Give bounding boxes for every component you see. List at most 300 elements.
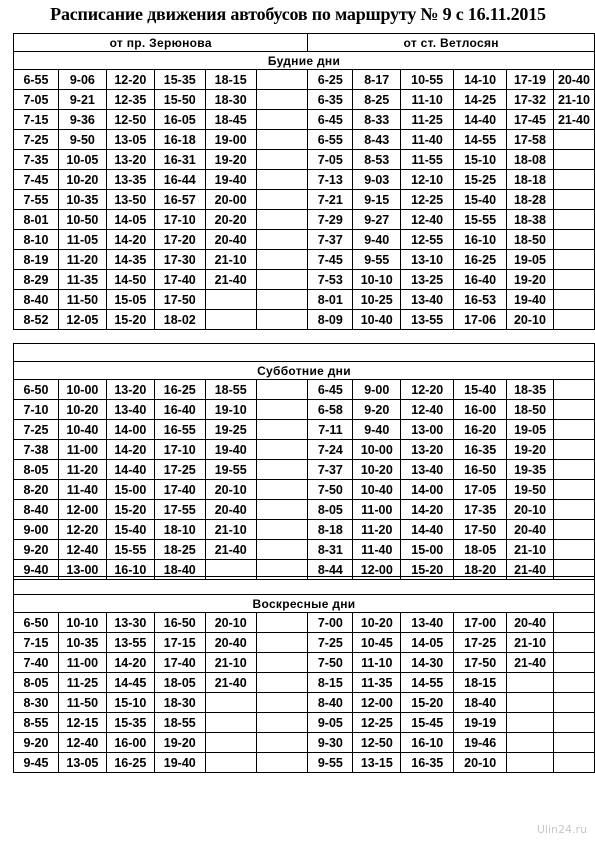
departure-time-left <box>205 753 256 773</box>
departure-time-left: 10-10 <box>58 613 106 633</box>
departure-time-left: 7-38 <box>14 440 59 460</box>
departure-time-right: 7-50 <box>308 653 353 673</box>
departure-time-right: 10-20 <box>353 613 401 633</box>
table-row <box>14 170 595 190</box>
departure-time-left: 13-00 <box>58 560 106 580</box>
departure-time-right: 16-00 <box>454 400 507 420</box>
section-label: Будние дни <box>14 52 595 70</box>
departure-time-right: 21-10 <box>507 633 554 653</box>
departure-time-right: 9-03 <box>353 170 401 190</box>
table-row <box>14 440 595 460</box>
page-title: Расписание движения автобусов по маршруту № 9 с 16.11.2015 <box>50 4 546 24</box>
section-spacer-cell <box>14 344 595 362</box>
departure-time-left: 18-05 <box>154 673 205 693</box>
departure-time-right: 11-10 <box>401 90 454 110</box>
departure-time-left: 14-45 <box>106 673 154 693</box>
departure-time-left: 17-40 <box>154 480 205 500</box>
departure-time-left: 17-30 <box>154 250 205 270</box>
departure-time-left: 19-10 <box>205 400 256 420</box>
departure-time-right: 14-40 <box>454 110 507 130</box>
departure-time-left: 15-20 <box>106 310 154 330</box>
departure-time-right: 13-15 <box>353 753 401 773</box>
departure-time-right: 14-40 <box>401 520 454 540</box>
departure-time-right <box>554 753 595 773</box>
departure-time-right: 15-10 <box>454 150 507 170</box>
departure-time-left: 7-25 <box>14 420 59 440</box>
table-row <box>14 673 595 693</box>
departure-time-left: 14-20 <box>106 653 154 673</box>
departure-time-right: 10-40 <box>353 480 401 500</box>
departure-time-right <box>553 250 594 270</box>
departure-time-right: 19-20 <box>507 440 554 460</box>
departure-time-right: 10-40 <box>353 310 401 330</box>
departure-time-left: 16-57 <box>154 190 205 210</box>
departure-time-right: 6-25 <box>308 70 353 90</box>
departure-time-left: 18-02 <box>154 310 205 330</box>
departure-time-left: 16-55 <box>154 420 205 440</box>
departure-time-left: 14-40 <box>106 460 154 480</box>
departure-time-left: 10-35 <box>58 633 106 653</box>
direction-gap-cell <box>256 400 308 420</box>
departure-time-left: 7-10 <box>14 400 59 420</box>
departure-time-left: 10-35 <box>58 190 106 210</box>
departure-time-right: 8-05 <box>308 500 353 520</box>
departure-time-left: 6-50 <box>14 380 59 400</box>
departure-time-right: 16-50 <box>454 460 507 480</box>
departure-time-right <box>554 733 595 753</box>
departure-time-right <box>554 540 595 560</box>
departure-time-right: 20-10 <box>507 310 554 330</box>
departure-time-left: 17-50 <box>154 290 205 310</box>
departure-time-right: 12-10 <box>401 170 454 190</box>
departure-time-left: 14-00 <box>106 420 154 440</box>
table-row <box>14 230 595 250</box>
departure-time-left: 8-40 <box>14 290 59 310</box>
departure-time-left: 13-35 <box>106 170 154 190</box>
departure-time-right: 12-40 <box>401 210 454 230</box>
departure-time-left: 12-50 <box>106 110 154 130</box>
departure-time-right: 7-05 <box>308 150 353 170</box>
direction-gap-cell <box>256 290 308 310</box>
table-row <box>14 130 595 150</box>
direction-gap-cell <box>256 613 308 633</box>
departure-time-right <box>553 170 594 190</box>
departure-time-left: 12-35 <box>106 90 154 110</box>
departure-time-left: 16-25 <box>154 380 205 400</box>
departure-time-right: 19-50 <box>507 480 554 500</box>
direction-gap-cell <box>256 420 308 440</box>
departure-time-right: 9-55 <box>308 753 353 773</box>
departure-time-right: 12-55 <box>401 230 454 250</box>
direction-label-right: от ст. Ветлосян <box>308 34 595 52</box>
departure-time-right: 9-55 <box>353 250 401 270</box>
departure-time-right <box>507 753 554 773</box>
departure-time-right: 16-40 <box>454 270 507 290</box>
departure-time-right: 11-00 <box>353 500 401 520</box>
departure-time-right <box>554 400 595 420</box>
departure-time-left: 16-10 <box>106 560 154 580</box>
departure-time-right: 8-15 <box>308 673 353 693</box>
departure-time-right: 9-40 <box>353 230 401 250</box>
departure-time-right: 15-00 <box>401 540 454 560</box>
departure-time-left: 7-25 <box>14 130 59 150</box>
departure-time-left: 17-40 <box>154 270 205 290</box>
departure-time-right <box>507 673 554 693</box>
departure-time-right: 9-20 <box>353 400 401 420</box>
departure-time-right: 12-40 <box>401 400 454 420</box>
departure-time-right: 10-20 <box>353 460 401 480</box>
departure-time-left: 9-06 <box>58 70 106 90</box>
departure-time-left: 19-40 <box>205 170 256 190</box>
departure-time-right <box>554 713 595 733</box>
departure-time-right: 12-00 <box>353 693 401 713</box>
departure-time-right: 7-25 <box>308 633 353 653</box>
departure-time-left: 16-40 <box>154 400 205 420</box>
departure-time-left: 9-20 <box>14 733 59 753</box>
departure-time-right: 9-27 <box>353 210 401 230</box>
direction-gap-cell <box>256 693 308 713</box>
departure-time-left: 8-19 <box>14 250 59 270</box>
departure-time-right: 8-31 <box>308 540 353 560</box>
departure-time-right: 6-55 <box>308 130 353 150</box>
departure-time-left: 20-40 <box>205 500 256 520</box>
departure-time-left: 18-45 <box>205 110 256 130</box>
departure-time-left: 17-25 <box>154 460 205 480</box>
departure-time-right: 16-10 <box>401 733 454 753</box>
direction-label-left: от пр. Зерюнова <box>14 34 308 52</box>
departure-time-left: 7-15 <box>14 633 59 653</box>
departure-time-left: 8-55 <box>14 713 59 733</box>
departure-time-right: 18-08 <box>507 150 554 170</box>
table-row <box>14 90 595 110</box>
departure-time-right: 17-45 <box>507 110 554 130</box>
departure-time-left: 13-05 <box>58 753 106 773</box>
departure-time-right: 8-01 <box>308 290 353 310</box>
departure-time-left: 12-20 <box>58 520 106 540</box>
departure-time-left: 13-30 <box>106 613 154 633</box>
departure-time-right <box>507 713 554 733</box>
departure-time-right: 15-55 <box>454 210 507 230</box>
departure-time-right <box>553 190 594 210</box>
table-row <box>14 380 595 400</box>
departure-time-left <box>205 310 256 330</box>
departure-time-right <box>553 210 594 230</box>
table-row <box>14 500 595 520</box>
table-row <box>14 270 595 290</box>
departure-time-left: 21-40 <box>205 673 256 693</box>
departure-time-left: 21-40 <box>205 540 256 560</box>
departure-time-right <box>507 693 554 713</box>
departure-time-left: 15-20 <box>106 500 154 520</box>
departure-time-right: 12-25 <box>353 713 401 733</box>
departure-time-right: 13-40 <box>401 460 454 480</box>
departure-time-left: 10-05 <box>58 150 106 170</box>
departure-time-right: 19-05 <box>507 420 554 440</box>
departure-time-left: 13-50 <box>106 190 154 210</box>
departure-time-right: 11-25 <box>401 110 454 130</box>
departure-time-left: 9-00 <box>14 520 59 540</box>
section-spacer-row <box>14 344 595 362</box>
departure-time-right <box>554 460 595 480</box>
departure-time-right <box>554 480 595 500</box>
departure-time-right <box>554 673 595 693</box>
departure-time-right: 16-25 <box>454 250 507 270</box>
departure-time-left: 8-30 <box>14 693 59 713</box>
departure-time-right: 15-20 <box>401 693 454 713</box>
departure-time-left: 21-10 <box>205 250 256 270</box>
departure-time-right: 18-35 <box>507 380 554 400</box>
departure-time-left: 11-25 <box>58 673 106 693</box>
departure-time-right: 21-40 <box>507 560 554 580</box>
departure-time-right: 10-10 <box>353 270 401 290</box>
direction-gap-cell <box>256 633 308 653</box>
departure-time-right: 12-25 <box>401 190 454 210</box>
departure-time-left: 6-50 <box>14 613 59 633</box>
departure-time-right: 18-40 <box>454 693 507 713</box>
departure-time-right: 14-20 <box>401 500 454 520</box>
direction-gap-cell <box>256 70 308 90</box>
departure-time-right: 18-18 <box>507 170 554 190</box>
departure-time-right: 11-40 <box>353 540 401 560</box>
departure-time-left: 8-05 <box>14 673 59 693</box>
table-row <box>14 520 595 540</box>
departure-time-left: 15-55 <box>106 540 154 560</box>
departure-time-right: 14-10 <box>454 70 507 90</box>
departure-time-right: 17-50 <box>454 653 507 673</box>
direction-gap-cell <box>256 270 308 290</box>
departure-time-left: 8-20 <box>14 480 59 500</box>
departure-time-left: 21-40 <box>205 270 256 290</box>
departure-time-left: 13-05 <box>106 130 154 150</box>
departure-time-right: 16-20 <box>454 420 507 440</box>
departure-time-right: 8-25 <box>353 90 401 110</box>
departure-time-left: 15-35 <box>106 713 154 733</box>
departure-time-right: 17-05 <box>454 480 507 500</box>
departure-time-right: 7-37 <box>308 230 353 250</box>
departure-time-right: 20-10 <box>507 500 554 520</box>
departure-time-right: 17-58 <box>507 130 554 150</box>
departure-time-right: 15-45 <box>401 713 454 733</box>
departure-time-left: 16-05 <box>154 110 205 130</box>
departure-time-left: 16-44 <box>154 170 205 190</box>
departure-time-right: 10-55 <box>401 70 454 90</box>
departure-time-right: 8-09 <box>308 310 353 330</box>
table-row <box>14 150 595 170</box>
departure-time-right: 20-40 <box>507 520 554 540</box>
direction-gap-cell <box>256 500 308 520</box>
departure-time-right: 19-05 <box>507 250 554 270</box>
departure-time-right: 10-00 <box>353 440 401 460</box>
section-spacer-row <box>14 577 595 595</box>
departure-time-right: 19-46 <box>454 733 507 753</box>
departure-time-right: 21-40 <box>553 110 594 130</box>
departure-time-right: 16-35 <box>401 753 454 773</box>
departure-time-right: 16-53 <box>454 290 507 310</box>
table-row <box>14 733 595 753</box>
departure-time-right: 10-45 <box>353 633 401 653</box>
departure-time-right: 6-45 <box>308 110 353 130</box>
departure-time-right <box>554 693 595 713</box>
departure-time-left: 10-40 <box>58 420 106 440</box>
departure-time-right: 15-40 <box>454 190 507 210</box>
table-row <box>14 633 595 653</box>
departure-time-right: 14-30 <box>401 653 454 673</box>
departure-time-left: 15-40 <box>106 520 154 540</box>
departure-time-left <box>205 290 256 310</box>
section-header-row <box>14 595 595 613</box>
departure-time-right <box>554 500 595 520</box>
departure-time-right: 18-15 <box>454 673 507 693</box>
departure-time-left: 9-20 <box>14 540 59 560</box>
departure-time-right: 7-21 <box>308 190 353 210</box>
departure-time-left: 18-25 <box>154 540 205 560</box>
table-row <box>14 400 595 420</box>
departure-time-left: 14-20 <box>106 230 154 250</box>
departure-time-left: 7-05 <box>14 90 59 110</box>
departure-time-left: 18-55 <box>205 380 256 400</box>
departure-time-left: 15-05 <box>106 290 154 310</box>
direction-gap-cell <box>256 653 308 673</box>
departure-time-left: 9-21 <box>58 90 106 110</box>
direction-gap-cell <box>256 210 308 230</box>
weekday-schedule-table <box>13 33 595 330</box>
departure-time-left: 10-20 <box>58 170 106 190</box>
departure-time-left <box>205 713 256 733</box>
departure-time-left: 8-52 <box>14 310 59 330</box>
departure-time-left: 13-20 <box>106 380 154 400</box>
table-row <box>14 693 595 713</box>
direction-gap-cell <box>256 440 308 460</box>
departure-time-left: 14-05 <box>106 210 154 230</box>
departure-time-left: 18-10 <box>154 520 205 540</box>
departure-time-right: 8-33 <box>353 110 401 130</box>
direction-gap-cell <box>256 130 308 150</box>
departure-time-left: 11-05 <box>58 230 106 250</box>
departure-time-left: 12-40 <box>58 733 106 753</box>
table-row <box>14 420 595 440</box>
departure-time-right: 21-40 <box>507 653 554 673</box>
departure-time-right: 7-24 <box>308 440 353 460</box>
departure-time-left: 11-00 <box>58 653 106 673</box>
departure-time-right: 20-40 <box>553 70 594 90</box>
departure-time-right: 18-50 <box>507 400 554 420</box>
departure-time-left: 16-00 <box>106 733 154 753</box>
sunday-schedule-table <box>13 576 595 773</box>
departure-time-right: 18-20 <box>454 560 507 580</box>
departure-time-right: 7-45 <box>308 250 353 270</box>
departure-time-right: 13-40 <box>401 290 454 310</box>
departure-time-right: 14-05 <box>401 633 454 653</box>
direction-gap-cell <box>256 90 308 110</box>
departure-time-left: 19-00 <box>205 130 256 150</box>
departure-time-right <box>507 733 554 753</box>
departure-time-right: 18-28 <box>507 190 554 210</box>
departure-time-right: 12-00 <box>353 560 401 580</box>
departure-time-left: 17-40 <box>154 653 205 673</box>
direction-header-row <box>14 34 595 52</box>
departure-time-right: 8-18 <box>308 520 353 540</box>
departure-time-left: 7-45 <box>14 170 59 190</box>
table-row <box>14 250 595 270</box>
table-row <box>14 310 595 330</box>
departure-time-right: 13-25 <box>401 270 454 290</box>
departure-time-right: 14-25 <box>454 90 507 110</box>
departure-time-right: 21-10 <box>507 540 554 560</box>
direction-gap-cell <box>256 190 308 210</box>
departure-time-right: 7-53 <box>308 270 353 290</box>
departure-time-left: 14-20 <box>106 440 154 460</box>
departure-time-left: 17-55 <box>154 500 205 520</box>
direction-gap-cell <box>256 520 308 540</box>
departure-time-right: 17-50 <box>454 520 507 540</box>
departure-time-left: 16-18 <box>154 130 205 150</box>
departure-time-left: 18-15 <box>205 70 256 90</box>
departure-time-right: 12-50 <box>353 733 401 753</box>
departure-time-right: 11-10 <box>353 653 401 673</box>
departure-time-left: 8-10 <box>14 230 59 250</box>
departure-time-left: 7-35 <box>14 150 59 170</box>
departure-time-left: 6-55 <box>14 70 59 90</box>
departure-time-right: 7-00 <box>308 613 353 633</box>
departure-time-left: 10-00 <box>58 380 106 400</box>
departure-time-left: 8-40 <box>14 500 59 520</box>
departure-time-left: 9-50 <box>58 130 106 150</box>
departure-time-right: 13-40 <box>401 613 454 633</box>
section-header-row <box>14 362 595 380</box>
departure-time-left: 19-40 <box>205 440 256 460</box>
departure-time-right: 15-40 <box>454 380 507 400</box>
departure-time-left: 15-35 <box>154 70 205 90</box>
departure-time-left: 17-10 <box>154 440 205 460</box>
departure-time-right: 7-13 <box>308 170 353 190</box>
direction-gap-cell <box>256 673 308 693</box>
departure-time-left: 18-40 <box>154 560 205 580</box>
departure-time-right <box>554 420 595 440</box>
departure-time-right: 8-43 <box>353 130 401 150</box>
departure-time-left: 11-20 <box>58 460 106 480</box>
departure-time-right: 13-55 <box>401 310 454 330</box>
departure-time-right: 17-25 <box>454 633 507 653</box>
table-row <box>14 713 595 733</box>
watermark: Ulin24.ru <box>536 823 587 836</box>
departure-time-right <box>553 130 594 150</box>
departure-time-left: 20-40 <box>205 230 256 250</box>
departure-time-right: 7-50 <box>308 480 353 500</box>
departure-time-right: 6-45 <box>308 380 353 400</box>
departure-time-right <box>554 440 595 460</box>
departure-time-right: 11-40 <box>401 130 454 150</box>
saturday-schedule-table <box>13 343 595 580</box>
departure-time-right: 13-10 <box>401 250 454 270</box>
direction-gap-cell <box>256 250 308 270</box>
departure-time-right: 8-53 <box>353 150 401 170</box>
direction-gap-cell <box>256 150 308 170</box>
departure-time-left: 12-40 <box>58 540 106 560</box>
departure-time-left: 11-00 <box>58 440 106 460</box>
departure-time-right: 8-44 <box>308 560 353 580</box>
departure-time-right: 11-55 <box>401 150 454 170</box>
departure-time-right <box>553 150 594 170</box>
departure-time-right: 17-32 <box>507 90 554 110</box>
departure-time-left: 20-10 <box>205 613 256 633</box>
departure-time-right: 7-29 <box>308 210 353 230</box>
departure-time-right: 7-11 <box>308 420 353 440</box>
departure-time-left: 11-50 <box>58 290 106 310</box>
departure-time-right: 20-10 <box>454 753 507 773</box>
table-row <box>14 653 595 673</box>
departure-time-left: 13-40 <box>106 400 154 420</box>
departure-time-left: 14-35 <box>106 250 154 270</box>
